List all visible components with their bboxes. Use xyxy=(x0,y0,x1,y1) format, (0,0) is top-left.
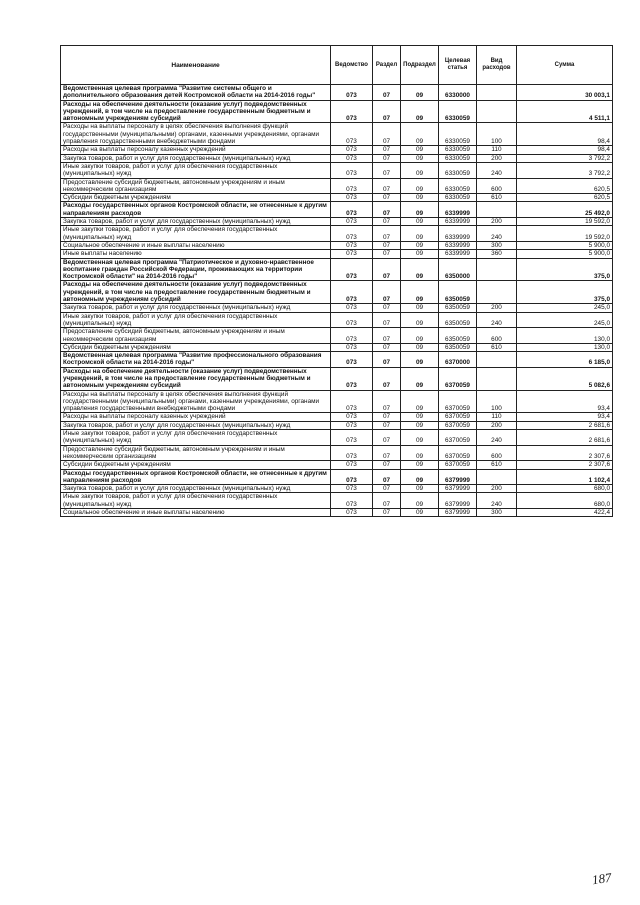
table-row xyxy=(61,493,613,509)
cell-name: Расходы на обеспечение деятельности (оказание услуг) подведомственных учреждений, в том числе на предоставление государственным бюджетным и автономным учреждениям субсидий xyxy=(61,281,331,304)
cell-target: 6370059 xyxy=(439,461,477,469)
table-row xyxy=(61,154,613,162)
cell-subsection: 09 xyxy=(401,218,439,226)
cell-dept: 073 xyxy=(331,250,373,258)
cell-kind: 610 xyxy=(477,343,517,351)
cell-subsection: 09 xyxy=(401,154,439,162)
cell-section: 07 xyxy=(373,430,401,446)
cell-kind xyxy=(477,469,517,485)
cell-sum: 6 185,0 xyxy=(517,352,613,368)
table-row xyxy=(61,162,613,178)
cell-name: Расходы на выплаты персоналу казенных учреждений xyxy=(61,413,331,421)
cell-name: Иные закупки товаров, работ и услуг для обеспечения государственных (муниципальных) нужд xyxy=(61,226,331,242)
cell-section: 07 xyxy=(373,328,401,344)
cell-name: Расходы на выплаты персоналу в целях обеспечения выполнения функций государственными (муниципальными) органами, казенными учреждениями, органами управления государственными внебюджетными фондами xyxy=(61,123,331,146)
cell-sum: 93,4 xyxy=(517,390,613,413)
cell-section: 07 xyxy=(373,445,401,461)
cell-sum: 245,0 xyxy=(517,304,613,312)
cell-section: 07 xyxy=(373,85,401,101)
cell-section: 07 xyxy=(373,154,401,162)
cell-subsection: 09 xyxy=(401,258,439,281)
table-row xyxy=(61,304,613,312)
handwritten-page-number: 187 xyxy=(590,869,613,888)
cell-section: 07 xyxy=(373,509,401,517)
cell-dept: 073 xyxy=(331,304,373,312)
cell-dept: 073 xyxy=(331,194,373,202)
table-row xyxy=(61,445,613,461)
header-section: Раздел xyxy=(373,46,401,85)
cell-kind: 360 xyxy=(477,250,517,258)
cell-sum: 620,5 xyxy=(517,194,613,202)
cell-section: 07 xyxy=(373,493,401,509)
cell-target: 6370059 xyxy=(439,421,477,429)
cell-subsection: 09 xyxy=(401,100,439,123)
cell-section: 07 xyxy=(373,352,401,368)
cell-target: 6339999 xyxy=(439,250,477,258)
cell-subsection: 09 xyxy=(401,343,439,351)
table-row xyxy=(61,421,613,429)
cell-kind: 240 xyxy=(477,493,517,509)
cell-name: Расходы на обеспечение деятельности (оказание услуг) подведомственных учреждений, в том числе на предоставление государственным бюджетным и автономным учреждениям субсидий xyxy=(61,100,331,123)
cell-target: 6330059 xyxy=(439,100,477,123)
cell-target: 6350059 xyxy=(439,328,477,344)
cell-dept: 073 xyxy=(331,367,373,390)
cell-sum: 5 900,0 xyxy=(517,250,613,258)
cell-section: 07 xyxy=(373,162,401,178)
cell-dept: 073 xyxy=(331,469,373,485)
cell-target: 6379999 xyxy=(439,493,477,509)
cell-name: Расходы государственных органов Костромской области, не отнесенные к другим направлениям расходов xyxy=(61,202,331,218)
cell-name: Предоставление субсидий бюджетным, автономным учреждениям и иным некоммерческим организациям xyxy=(61,328,331,344)
cell-section: 07 xyxy=(373,241,401,249)
table-row xyxy=(61,413,613,421)
cell-kind: 600 xyxy=(477,328,517,344)
cell-dept: 073 xyxy=(331,343,373,351)
cell-sum: 30 003,1 xyxy=(517,85,613,101)
cell-kind: 240 xyxy=(477,430,517,446)
cell-name: Субсидии бюджетным учреждениям xyxy=(61,343,331,351)
cell-target: 6379999 xyxy=(439,509,477,517)
cell-dept: 073 xyxy=(331,390,373,413)
cell-kind: 600 xyxy=(477,178,517,194)
cell-target: 6330059 xyxy=(439,154,477,162)
cell-kind xyxy=(477,258,517,281)
table-row xyxy=(61,85,613,101)
cell-subsection: 09 xyxy=(401,509,439,517)
cell-subsection: 09 xyxy=(401,226,439,242)
header-name: Наименование xyxy=(61,46,331,85)
cell-subsection: 09 xyxy=(401,178,439,194)
cell-sum: 422,4 xyxy=(517,509,613,517)
cell-section: 07 xyxy=(373,202,401,218)
cell-sum: 680,0 xyxy=(517,485,613,493)
cell-sum: 2 681,6 xyxy=(517,421,613,429)
cell-sum: 25 492,0 xyxy=(517,202,613,218)
cell-target: 6330059 xyxy=(439,123,477,146)
cell-dept: 073 xyxy=(331,352,373,368)
cell-dept: 073 xyxy=(331,154,373,162)
cell-target: 6370059 xyxy=(439,413,477,421)
cell-target: 6339999 xyxy=(439,202,477,218)
cell-name: Закупка товаров, работ и услуг для государственных (муниципальных) нужд xyxy=(61,304,331,312)
cell-target: 6339999 xyxy=(439,226,477,242)
cell-kind xyxy=(477,352,517,368)
cell-target: 6379999 xyxy=(439,469,477,485)
cell-target: 6330059 xyxy=(439,194,477,202)
table-row xyxy=(61,281,613,304)
cell-target: 6330059 xyxy=(439,178,477,194)
cell-name: Ведомственная целевая программа "Развитие системы общего и дополнительного образования детей Костромской области на 2014-2016 годы" xyxy=(61,85,331,101)
cell-name: Иные закупки товаров, работ и услуг для обеспечения государственных (муниципальных) нужд xyxy=(61,430,331,446)
cell-kind: 110 xyxy=(477,146,517,154)
cell-section: 07 xyxy=(373,123,401,146)
cell-name: Иные закупки товаров, работ и услуг для обеспечения государственных (муниципальных) нужд xyxy=(61,162,331,178)
cell-kind: 610 xyxy=(477,461,517,469)
cell-dept: 073 xyxy=(331,328,373,344)
cell-kind: 200 xyxy=(477,421,517,429)
cell-dept: 073 xyxy=(331,123,373,146)
cell-dept: 073 xyxy=(331,421,373,429)
cell-kind: 300 xyxy=(477,509,517,517)
cell-sum: 620,5 xyxy=(517,178,613,194)
cell-name: Иные закупки товаров, работ и услуг для обеспечения государственных (муниципальных) нужд xyxy=(61,493,331,509)
cell-sum: 5 082,6 xyxy=(517,367,613,390)
cell-dept: 073 xyxy=(331,493,373,509)
cell-section: 07 xyxy=(373,343,401,351)
table-row xyxy=(61,241,613,249)
cell-sum: 2 307,6 xyxy=(517,461,613,469)
cell-dept: 073 xyxy=(331,146,373,154)
cell-sum: 130,0 xyxy=(517,343,613,351)
cell-name: Расходы на выплаты персоналу в целях обеспечения выполнения функций государственными (муниципальными) органами, казенными учреждениями, органами управления государственными внебюджетными фондами xyxy=(61,390,331,413)
cell-target: 6379999 xyxy=(439,485,477,493)
cell-kind xyxy=(477,202,517,218)
cell-sum: 375,0 xyxy=(517,258,613,281)
cell-subsection: 09 xyxy=(401,493,439,509)
table-row xyxy=(61,218,613,226)
cell-dept: 073 xyxy=(331,162,373,178)
cell-section: 07 xyxy=(373,421,401,429)
table-row xyxy=(61,343,613,351)
cell-name: Закупка товаров, работ и услуг для государственных (муниципальных) нужд xyxy=(61,421,331,429)
cell-kind: 200 xyxy=(477,154,517,162)
table-row xyxy=(61,202,613,218)
table-row xyxy=(61,509,613,517)
table-row xyxy=(61,485,613,493)
cell-dept: 073 xyxy=(331,100,373,123)
cell-sum: 4 511,1 xyxy=(517,100,613,123)
cell-name: Расходы на выплаты персоналу казенных учреждений xyxy=(61,146,331,154)
header-target: Целевая статья xyxy=(439,46,477,85)
cell-target: 6330059 xyxy=(439,146,477,154)
cell-sum: 98,4 xyxy=(517,146,613,154)
cell-target: 6370059 xyxy=(439,430,477,446)
cell-dept: 073 xyxy=(331,485,373,493)
cell-sum: 19 592,0 xyxy=(517,218,613,226)
table-row xyxy=(61,146,613,154)
cell-sum: 2 681,6 xyxy=(517,430,613,446)
cell-subsection: 09 xyxy=(401,281,439,304)
cell-name: Закупка товаров, работ и услуг для государственных (муниципальных) нужд xyxy=(61,154,331,162)
cell-dept: 073 xyxy=(331,258,373,281)
cell-sum: 3 792,2 xyxy=(517,154,613,162)
cell-kind: 100 xyxy=(477,123,517,146)
cell-section: 07 xyxy=(373,485,401,493)
cell-target: 6339999 xyxy=(439,218,477,226)
table-row xyxy=(61,226,613,242)
cell-target: 6370059 xyxy=(439,367,477,390)
cell-kind: 240 xyxy=(477,162,517,178)
cell-section: 07 xyxy=(373,100,401,123)
cell-subsection: 09 xyxy=(401,445,439,461)
cell-target: 6339999 xyxy=(439,241,477,249)
cell-section: 07 xyxy=(373,461,401,469)
cell-subsection: 09 xyxy=(401,413,439,421)
cell-dept: 073 xyxy=(331,430,373,446)
cell-kind: 200 xyxy=(477,304,517,312)
cell-name: Субсидии бюджетным учреждениям xyxy=(61,194,331,202)
header-kind: Вид расходов xyxy=(477,46,517,85)
cell-name: Социальное обеспечение и иные выплаты населению xyxy=(61,241,331,249)
cell-section: 07 xyxy=(373,178,401,194)
cell-name: Иные закупки товаров, работ и услуг для обеспечения государственных (муниципальных) нужд xyxy=(61,312,331,328)
cell-name: Предоставление субсидий бюджетным, автономным учреждениям и иным некоммерческим организациям xyxy=(61,445,331,461)
cell-subsection: 09 xyxy=(401,461,439,469)
cell-dept: 073 xyxy=(331,312,373,328)
table-row xyxy=(61,312,613,328)
table-row xyxy=(61,367,613,390)
cell-subsection: 09 xyxy=(401,194,439,202)
cell-dept: 073 xyxy=(331,85,373,101)
cell-kind: 600 xyxy=(477,445,517,461)
cell-sum: 19 592,0 xyxy=(517,226,613,242)
cell-name: Ведомственная целевая программа "Развитие профессионального образования Костромской области на 2014-2016 годы" xyxy=(61,352,331,368)
cell-kind xyxy=(477,100,517,123)
cell-dept: 073 xyxy=(331,281,373,304)
cell-kind xyxy=(477,85,517,101)
cell-section: 07 xyxy=(373,469,401,485)
cell-subsection: 09 xyxy=(401,328,439,344)
cell-section: 07 xyxy=(373,218,401,226)
cell-target: 6330059 xyxy=(439,162,477,178)
cell-kind: 110 xyxy=(477,413,517,421)
cell-section: 07 xyxy=(373,146,401,154)
cell-name: Субсидии бюджетным учреждениям xyxy=(61,461,331,469)
cell-target: 6350000 xyxy=(439,258,477,281)
cell-dept: 073 xyxy=(331,413,373,421)
cell-name: Закупка товаров, работ и услуг для государственных (муниципальных) нужд xyxy=(61,218,331,226)
table-row xyxy=(61,178,613,194)
cell-dept: 073 xyxy=(331,461,373,469)
header-subsection: Подраздел xyxy=(401,46,439,85)
cell-sum: 98,4 xyxy=(517,123,613,146)
cell-subsection: 09 xyxy=(401,430,439,446)
cell-dept: 073 xyxy=(331,226,373,242)
cell-kind: 240 xyxy=(477,226,517,242)
budget-table xyxy=(60,45,613,517)
table-row xyxy=(61,194,613,202)
cell-section: 07 xyxy=(373,413,401,421)
table-row xyxy=(61,461,613,469)
table-row xyxy=(61,100,613,123)
table-body xyxy=(61,85,613,517)
cell-name: Социальное обеспечение и иные выплаты населению xyxy=(61,509,331,517)
cell-name: Ведомственная целевая программа "Патриотическое и духовно-нравственное воспитание граждан Российской Федерации, проживающих на территории Костромской области" на 2014-2016 годы" xyxy=(61,258,331,281)
cell-subsection: 09 xyxy=(401,123,439,146)
cell-subsection: 09 xyxy=(401,485,439,493)
table-row xyxy=(61,123,613,146)
cell-target: 6330000 xyxy=(439,85,477,101)
cell-target: 6350059 xyxy=(439,343,477,351)
cell-kind: 300 xyxy=(477,241,517,249)
cell-name: Закупка товаров, работ и услуг для государственных (муниципальных) нужд xyxy=(61,485,331,493)
cell-subsection: 09 xyxy=(401,162,439,178)
table-row xyxy=(61,469,613,485)
cell-kind: 200 xyxy=(477,485,517,493)
table-row xyxy=(61,390,613,413)
cell-section: 07 xyxy=(373,281,401,304)
cell-name: Иные выплаты населению xyxy=(61,250,331,258)
table-row xyxy=(61,430,613,446)
cell-target: 6350059 xyxy=(439,304,477,312)
table-row xyxy=(61,250,613,258)
cell-dept: 073 xyxy=(331,218,373,226)
cell-section: 07 xyxy=(373,390,401,413)
cell-section: 07 xyxy=(373,304,401,312)
cell-name: Расходы на обеспечение деятельности (оказание услуг) подведомственных учреждений, в том числе на предоставление государственным бюджетным и автономным учреждениям субсидий xyxy=(61,367,331,390)
table-header-row xyxy=(61,46,613,85)
cell-section: 07 xyxy=(373,312,401,328)
header-sum: Сумма xyxy=(517,46,613,85)
cell-dept: 073 xyxy=(331,241,373,249)
cell-sum: 5 900,0 xyxy=(517,241,613,249)
cell-target: 6370059 xyxy=(439,445,477,461)
cell-sum: 245,0 xyxy=(517,312,613,328)
cell-subsection: 09 xyxy=(401,469,439,485)
cell-sum: 2 307,6 xyxy=(517,445,613,461)
cell-subsection: 09 xyxy=(401,352,439,368)
cell-dept: 073 xyxy=(331,178,373,194)
cell-kind: 610 xyxy=(477,194,517,202)
cell-sum: 1 102,4 xyxy=(517,469,613,485)
cell-target: 6350059 xyxy=(439,281,477,304)
budget-document xyxy=(60,45,612,517)
cell-dept: 073 xyxy=(331,509,373,517)
cell-subsection: 09 xyxy=(401,367,439,390)
cell-subsection: 09 xyxy=(401,85,439,101)
cell-subsection: 09 xyxy=(401,421,439,429)
cell-subsection: 09 xyxy=(401,312,439,328)
cell-section: 07 xyxy=(373,226,401,242)
cell-section: 07 xyxy=(373,258,401,281)
cell-section: 07 xyxy=(373,250,401,258)
cell-kind xyxy=(477,281,517,304)
cell-section: 07 xyxy=(373,367,401,390)
cell-kind: 100 xyxy=(477,390,517,413)
cell-kind: 240 xyxy=(477,312,517,328)
cell-subsection: 09 xyxy=(401,202,439,218)
table-row xyxy=(61,258,613,281)
cell-sum: 93,4 xyxy=(517,413,613,421)
cell-sum: 3 792,2 xyxy=(517,162,613,178)
cell-target: 6370059 xyxy=(439,390,477,413)
cell-subsection: 09 xyxy=(401,304,439,312)
cell-subsection: 09 xyxy=(401,390,439,413)
cell-target: 6350059 xyxy=(439,312,477,328)
table-row xyxy=(61,352,613,368)
cell-target: 6370000 xyxy=(439,352,477,368)
table-row xyxy=(61,328,613,344)
cell-kind: 200 xyxy=(477,218,517,226)
cell-sum: 130,0 xyxy=(517,328,613,344)
cell-name: Расходы государственных органов Костромской области, не отнесенные к другим направлениям расходов xyxy=(61,469,331,485)
header-dept: Ведомство xyxy=(331,46,373,85)
cell-name: Предоставление субсидий бюджетным, автономным учреждениям и иным некоммерческим организациям xyxy=(61,178,331,194)
cell-subsection: 09 xyxy=(401,241,439,249)
cell-subsection: 09 xyxy=(401,250,439,258)
cell-kind xyxy=(477,367,517,390)
cell-section: 07 xyxy=(373,194,401,202)
cell-dept: 073 xyxy=(331,445,373,461)
cell-subsection: 09 xyxy=(401,146,439,154)
cell-sum: 375,0 xyxy=(517,281,613,304)
cell-sum: 680,0 xyxy=(517,493,613,509)
cell-dept: 073 xyxy=(331,202,373,218)
